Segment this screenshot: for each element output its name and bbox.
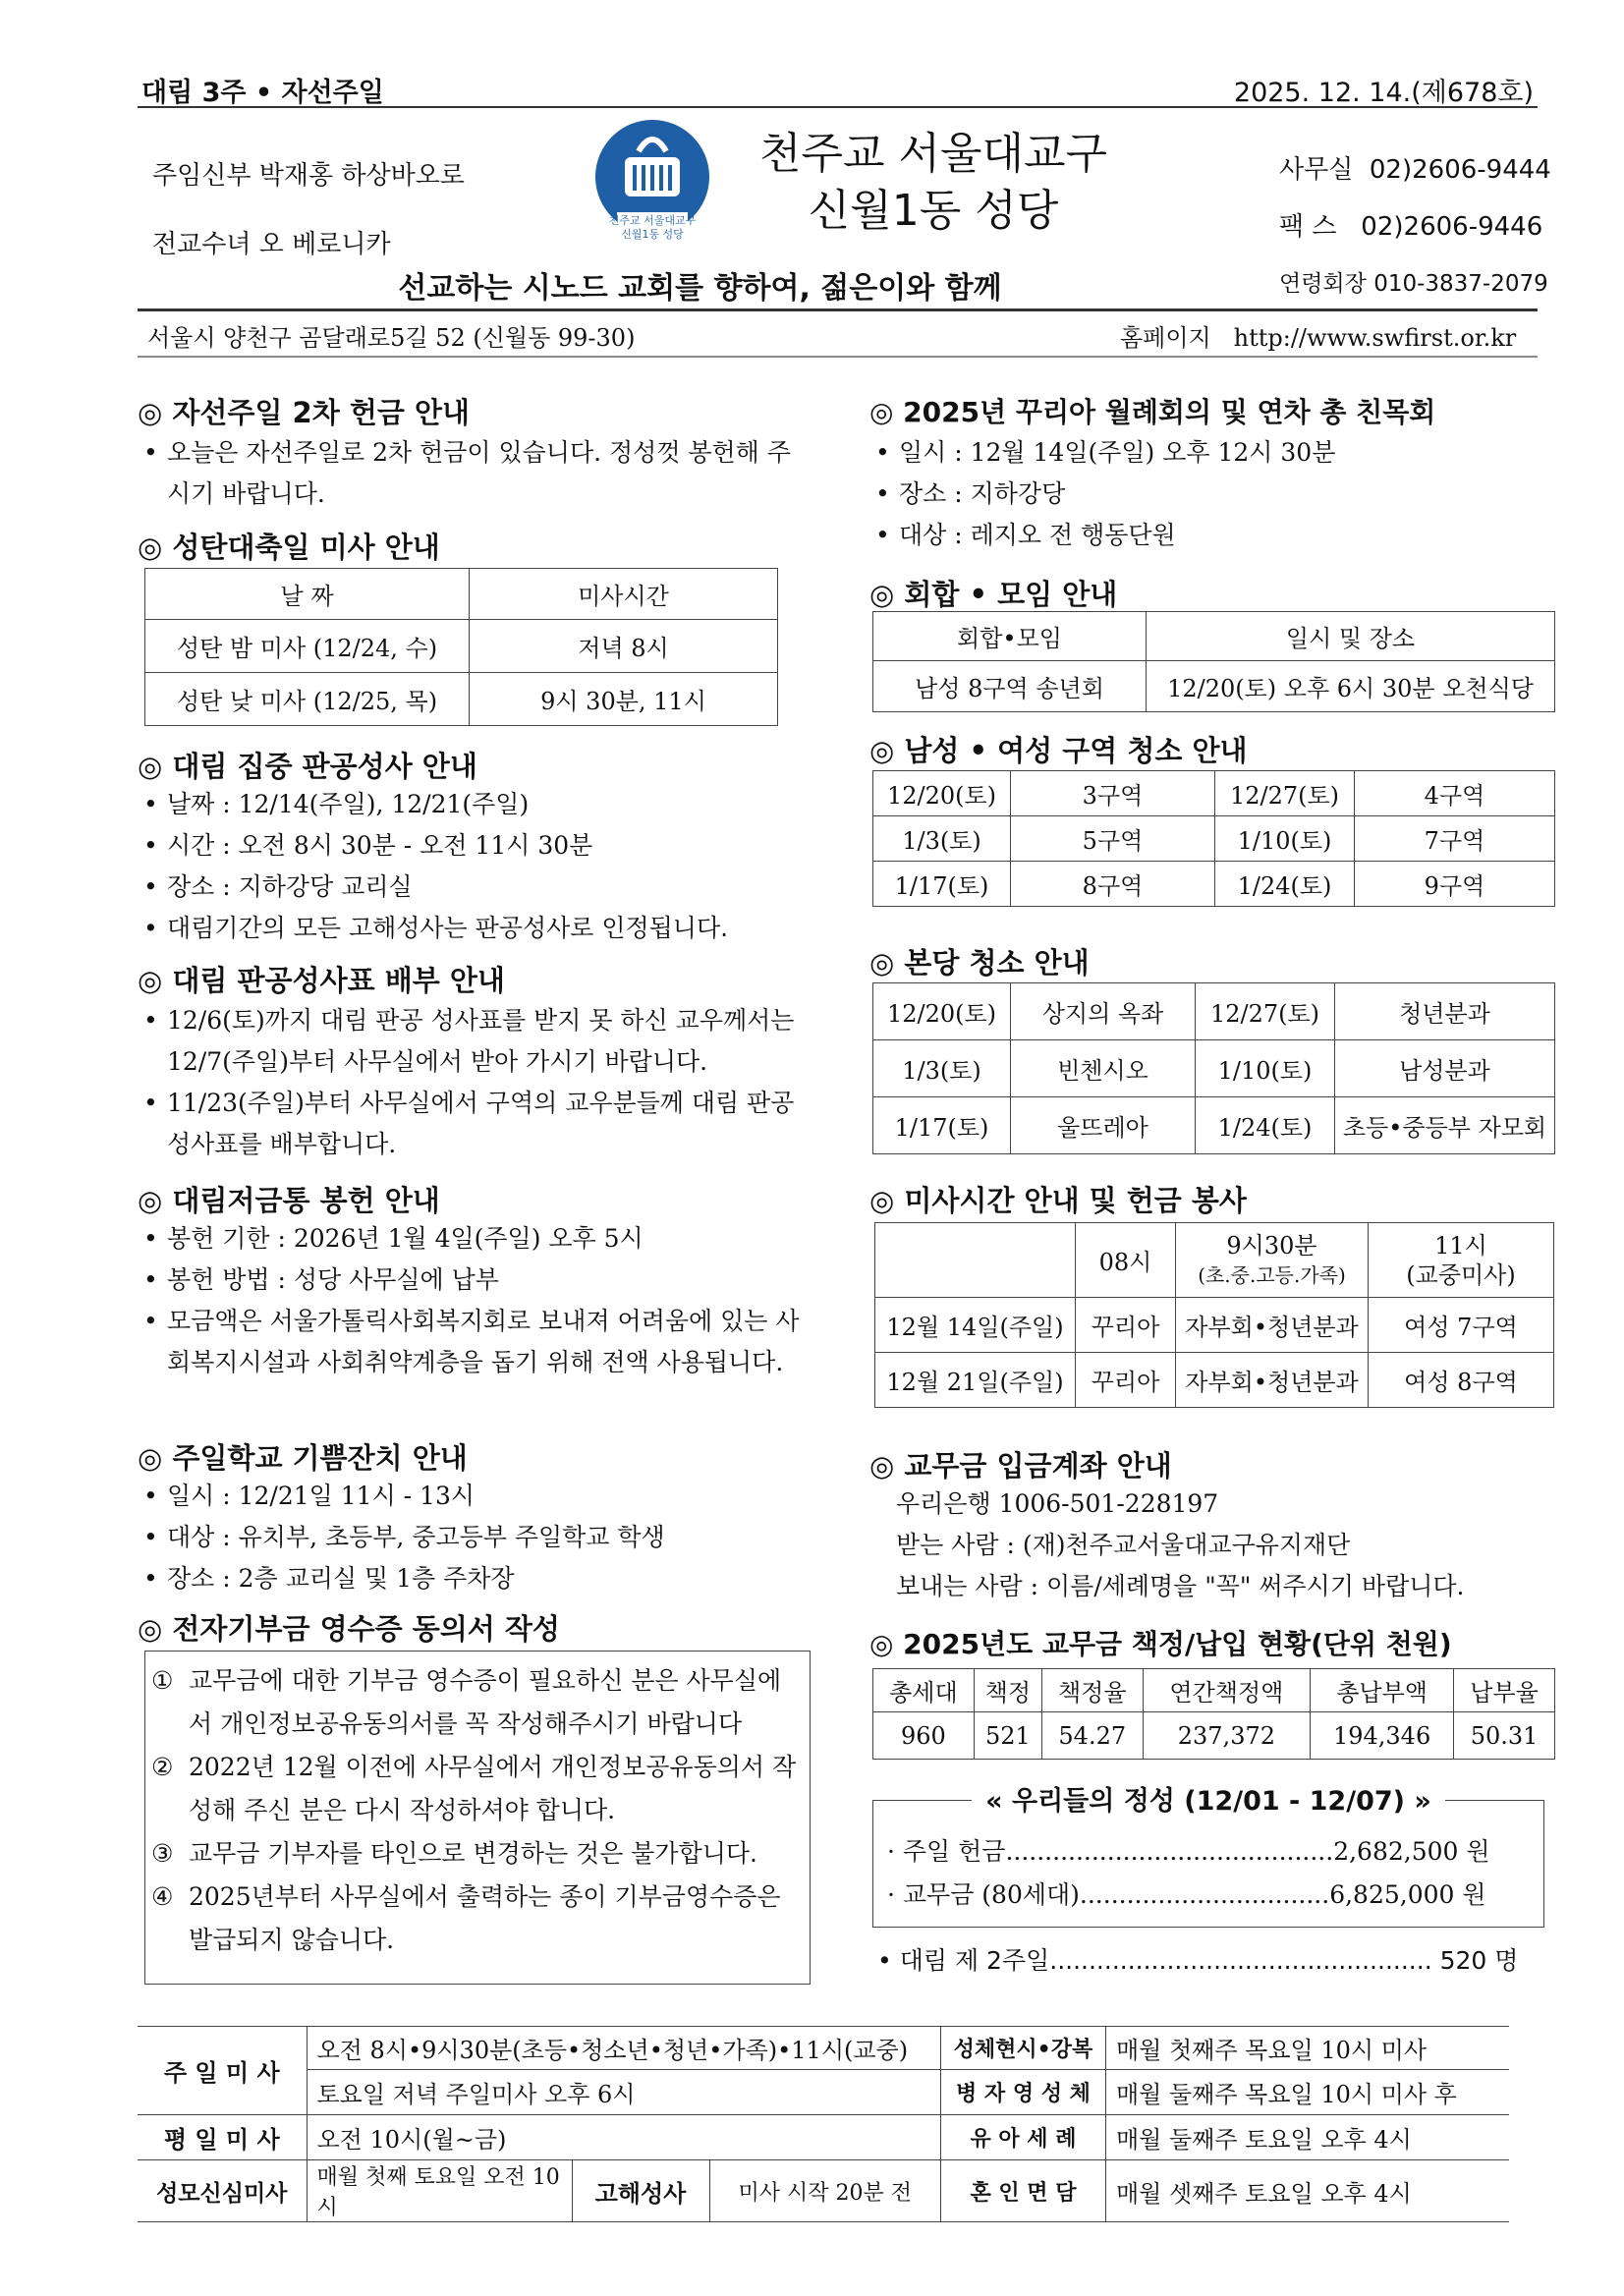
- advent-bank-list: [138, 1218, 815, 1383]
- table-cell: 성탄 낮 미사 (12/25, 목): [145, 673, 470, 726]
- table-header: 일시 및 장소: [1147, 612, 1555, 661]
- issue-date: 2025. 12. 14.(제678호): [1233, 78, 1534, 108]
- slogan: 선교하는 시노드 교회를 향하여, 젊은이와 함께: [398, 271, 1002, 306]
- contact-label: 사무실: [1279, 155, 1354, 185]
- list-item: • 봉헌 기한 : 2026년 1월 4일(주일) 오후 5시: [138, 1218, 815, 1260]
- attendance: • 대림 제 2주일................................................. 520 명: [877, 1946, 1519, 1975]
- table-row: 1/3(토) 5구역 1/10(토) 7구역: [873, 816, 1555, 862]
- table-cell: 9시 30분, 11시: [470, 673, 778, 726]
- contacts: [1279, 141, 1551, 312]
- homepage-line: [1120, 318, 1516, 353]
- dues-account-lines: [896, 1484, 1464, 1607]
- contact-label: 연령회장: [1279, 271, 1367, 297]
- section-christmas-mass: ◎ 성탄대축일 미사 안내: [138, 531, 440, 564]
- list-item: • 대상 : 유치부, 초등부, 중고등부 주일학교 학생: [138, 1517, 815, 1558]
- table-row: 성모신심미사 매월 첫째 토요일 오전 10시 고해성사 미사 시작 20분 전 혼 인 면 담 매월 셋째주 토요일 오후 4시: [138, 2160, 1509, 2222]
- section-dues-account: ◎ 교무금 입금계좌 안내: [869, 1449, 1172, 1483]
- table-row: 08시 9시30분 (초.중.고등.가족) 11시 (교중미사): [875, 1223, 1554, 1298]
- list-item: • 일시 : 12/21일 11시 - 13시: [138, 1476, 815, 1517]
- parish-logo: [588, 118, 717, 248]
- section-dues-status: ◎ 2025년도 교무금 책정/납입 현황(단위 천원): [869, 1628, 1452, 1660]
- list-item: • 날짜 : 12/14(주일), 12/21(주일): [138, 784, 806, 825]
- dues-status-table: [872, 1668, 1555, 1760]
- list-item: • 모금액은 서울가톨릭사회복지회로 보내져 어려움에 있는 사회복지시설과 사회취약계층을 돕기 위해 전액 사용됩니다.: [138, 1301, 815, 1383]
- office-phone: 02)2606-9444: [1369, 155, 1551, 185]
- title-parish: 신월1동 성당: [808, 186, 1059, 236]
- table-row: 12월 14일(주일) 꾸리아 자부회•청년분과 여성 7구역: [875, 1298, 1554, 1353]
- list-item: • 11/23(주일)부터 사무실에서 구역의 교우분들께 대림 판공성사표를 배부합니다.: [138, 1083, 815, 1165]
- church-cleaning-table: [872, 982, 1555, 1154]
- section-district-cleaning: ◎ 남성 • 여성 구역 청소 안내: [869, 734, 1248, 767]
- table-header: 날 짜: [145, 569, 470, 620]
- table-cell: 성탄 밤 미사 (12/24, 수): [145, 620, 470, 673]
- offering-title: « 우리들의 정성 (12/01 - 12/07) »: [972, 1786, 1445, 1817]
- table-row: 12/20(토) 상지의 옥좌 12/27(토) 청년분과: [873, 983, 1555, 1040]
- section-confession: ◎ 대림 집중 판공성사 안내: [138, 750, 477, 783]
- meetings-table: [872, 611, 1555, 712]
- list-item: • 대상 : 레지오 전 행동단원: [869, 515, 1538, 556]
- table-row: 평 일 미 사 오전 10시(월~금) 유 아 세 례 매월 둘째주 토요일 오후 4시: [138, 2115, 1509, 2160]
- section-confession-ticket: ◎ 대림 판공성사표 배부 안내: [138, 964, 505, 997]
- list-item: • 시간 : 오전 8시 30분 - 오전 11시 30분: [138, 825, 806, 867]
- contact-label: 팩 스: [1279, 212, 1337, 242]
- title-archdiocese: 천주교 서울대교구: [758, 129, 1108, 179]
- section-e-receipt: ◎ 전자기부금 영수증 동의서 작성: [138, 1612, 560, 1646]
- curia-list: [869, 432, 1538, 556]
- dues-offering: · 교무금 (80세대)................................6,825,000 원: [887, 1880, 1486, 1909]
- table-cell: 저녁 8시: [470, 620, 778, 673]
- table-cell: 12/20(토) 오후 6시 30분 오천식당: [1147, 661, 1555, 712]
- district-cleaning-table: [872, 770, 1555, 907]
- homepage-label: 홈페이지: [1120, 324, 1211, 352]
- mass-schedule-table: [138, 2026, 1509, 2222]
- table-row: [145, 673, 778, 726]
- section-church-cleaning: ◎ 본당 청소 안내: [869, 946, 1090, 980]
- table-row: 12월 21일(주일) 꾸리아 자부회•청년분과 여성 8구역: [875, 1353, 1554, 1408]
- charity-list: [138, 432, 806, 515]
- table-row: 960 521 54.27 237,372 194,346 50.31: [873, 1712, 1555, 1760]
- table-row: 1/3(토) 빈첸시오 1/10(토) 남성분과: [873, 1040, 1555, 1097]
- e-receipt-box: [144, 1651, 811, 1985]
- list-item: • 장소 : 2층 교리실 및 1층 주차장: [138, 1558, 815, 1599]
- mass-offering-table: [874, 1222, 1554, 1408]
- list-item: • 장소 : 지하강당: [869, 474, 1538, 515]
- table-cell: 남성 8구역 송년회: [873, 661, 1147, 712]
- table-row: 토요일 저녁 주일미사 오후 6시 병 자 영 성 체 매월 둘째주 목요일 10시 미사 후: [138, 2070, 1509, 2115]
- offering-box: [872, 1786, 1544, 1928]
- section-meetings: ◎ 회합 • 모임 안내: [869, 578, 1118, 611]
- homepage-link[interactable]: http://www.swfirst.or.kr: [1233, 324, 1517, 352]
- list-item: ① 교무금에 대한 기부금 영수증이 필요하신 분은 사무실에서 개인정보공유동의서를 꼭 작성해주시기 바랍니다: [151, 1666, 782, 1738]
- list-item: • 오늘은 자선주일로 2차 헌금이 있습니다. 정성껏 봉헌해 주시기 바랍니다.: [138, 432, 806, 515]
- address: 서울시 양천구 곰달래로5길 52 (신월동 99-30): [147, 324, 636, 352]
- sunday-school-list: [138, 1476, 815, 1599]
- table-row: [873, 661, 1555, 712]
- table-header: 회합•모임: [873, 612, 1147, 661]
- liturgical-week: 대림 3주 • 자선주일: [141, 78, 384, 108]
- parish-title: [747, 126, 1120, 240]
- table-header: 미사시간: [470, 569, 778, 620]
- table-row: 1/17(토) 울뜨레아 1/24(토) 초등•중등부 자모회: [873, 1097, 1555, 1154]
- priest-name: 주임신부 박재홍 하상바오로: [152, 161, 465, 191]
- funeral-phone: 010-3837-2079: [1373, 271, 1548, 297]
- christmas-mass-table: [144, 568, 778, 726]
- sender-note: 보내는 사람 : 이름/세례명을 "꼭" 써주시기 바랍니다.: [896, 1572, 1465, 1600]
- list-item: • 대림기간의 모든 고해성사는 판공성사로 인정됩니다.: [138, 908, 806, 949]
- table-row: 1/17(토) 8구역 1/24(토) 9구역: [873, 862, 1555, 907]
- section-mass-offering: ◎ 미사시간 안내 및 헌금 봉사: [869, 1184, 1247, 1217]
- logo-caption: 천주교 서울대교구 신월1동 성당: [608, 214, 697, 241]
- list-item: ④ 2025년부터 사무실에서 출력하는 종이 기부금영수증은 발급되지 않습니다.: [151, 1882, 781, 1954]
- list-item: ② 2022년 12월 이전에 사무실에서 개인정보공유동의서 작성해 주신 분은 다시 작성하셔야 합니다.: [151, 1753, 797, 1824]
- recipient: 받는 사람 : (재)천주교서울대교구유지재단: [896, 1531, 1351, 1559]
- section-advent-bank: ◎ 대림저금통 봉헌 안내: [138, 1184, 440, 1217]
- list-item: • 일시 : 12월 14일(주일) 오후 12시 30분: [869, 432, 1538, 474]
- table-row: 총세대 책정 책정율 연간책정액 총납부액 납부율: [873, 1669, 1555, 1712]
- table-row: 주 일 미 사 오전 8시•9시30분(초등•청소년•청년•가족)•11시(교중) 성체현시•강복 매월 첫째주 목요일 10시 미사: [138, 2027, 1509, 2070]
- ticket-list: [138, 1000, 815, 1165]
- section-charity-collection: ◎ 자선주일 2차 헌금 안내: [138, 396, 470, 429]
- section-curia: ◎ 2025년 꾸리아 월례회의 및 연차 총 친목회: [869, 396, 1436, 428]
- list-item: • 봉헌 방법 : 성당 사무실에 납부: [138, 1260, 815, 1301]
- list-item: ③ 교무금 기부자를 타인으로 변경하는 것은 불가합니다.: [151, 1839, 757, 1868]
- section-sunday-school: ◎ 주일학교 기쁨잔치 안내: [138, 1441, 468, 1475]
- sunday-offering: · 주일 헌금..........................................2,682,500 원: [887, 1837, 1490, 1866]
- list-item: • 장소 : 지하강당 교리실: [138, 867, 806, 908]
- top-bar: [138, 71, 1538, 108]
- table-row: [145, 620, 778, 673]
- fax-number: 02)2606-9446: [1361, 212, 1543, 242]
- nun-name: 전교수녀 오 베로니카: [152, 230, 391, 259]
- table-row: 12/20(토) 3구역 12/27(토) 4구역: [873, 771, 1555, 816]
- bank-account: 우리은행 1006-501-228197: [896, 1489, 1219, 1518]
- confession-list: [138, 784, 806, 949]
- list-item: • 12/6(토)까지 대림 판공 성사표를 받지 못 하신 교우께서는 12/7(주일)부터 사무실에서 받아 가시기 바랍니다.: [138, 1000, 815, 1083]
